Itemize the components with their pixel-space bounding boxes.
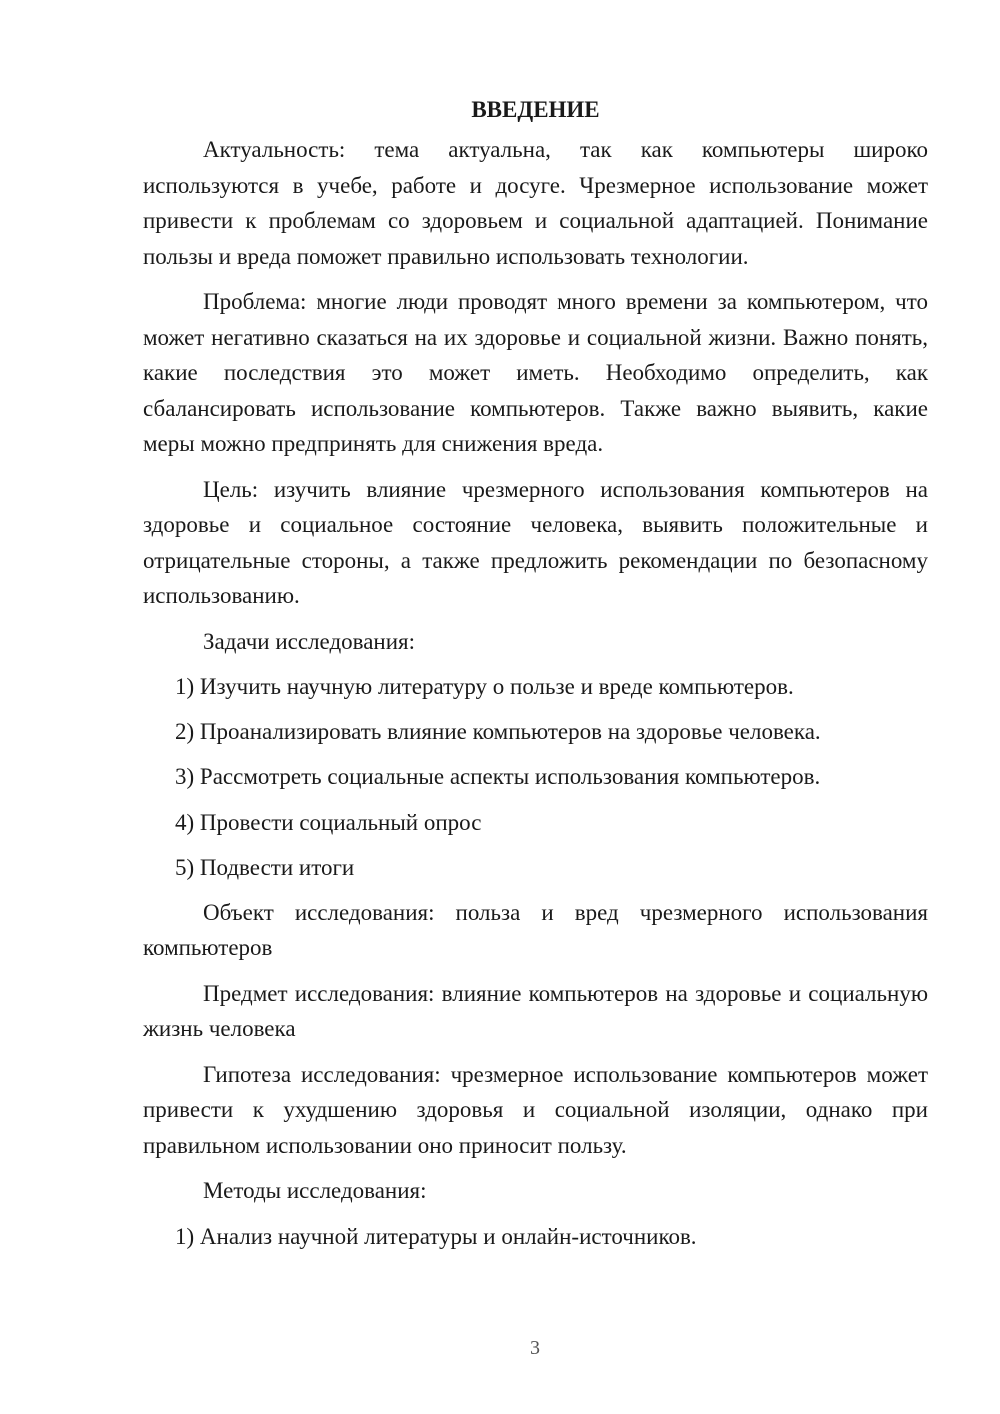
page-number: 3 <box>530 1337 540 1359</box>
page-content <box>143 92 928 1264</box>
methods-list <box>143 1219 928 1255</box>
goal-paragraph: Цель: изучить влияние чрезмерного использования компьютеров на здоровье и социальное состояние человека, выявить положительные и отрицательные стороны, а также предложить рекомендации по безопасному использованию. <box>143 476 928 608</box>
task-item: 1) Изучить научную литературу о пользе и вреде компьютеров. <box>175 674 794 699</box>
task-item: 2) Проанализировать влияние компьютеров на здоровье человека. <box>175 719 821 745</box>
subject-paragraph: Предмет исследования: влияние компьютеров на здоровье и социальную жизнь человека <box>143 980 928 1042</box>
section-heading: ВВЕДЕНИЕ <box>471 97 600 122</box>
tasks-list <box>143 669 928 885</box>
relevance-paragraph: Актуальность: тема актуальна, так как компьютеры широко используются в учебе, работе и досуге. Чрезмерное использование может привести к проблемам со здоровьем и социальной адаптацией. Понимание пользы и вреда поможет правильно использовать технологии. <box>143 137 928 269</box>
tasks-title: Задачи исследования: <box>203 628 416 654</box>
problem-paragraph: Проблема: многие люди проводят много времени за компьютером, что может негативно сказаться на их здоровье и социальной жизни. Важно понять, какие последствия это может иметь. Необходимо определить, как сбалансировать использование компьютеров. Также важно выявить, какие меры можно предпринять для снижения вреда. <box>143 289 928 456</box>
task-item: 5) Подвести итоги <box>175 854 355 880</box>
hypothesis-paragraph: Гипотеза исследования: чрезмерное использование компьютеров может привести к ухудшению здоровья и социальной изоляции, однако при правильном использовании оно приносит пользу. <box>143 1061 928 1158</box>
method-item: 1) Анализ научной литературы и онлайн-источников. <box>175 1223 697 1249</box>
object-paragraph: Объект исследования: польза и вред чрезмерного использования компьютеров <box>143 899 928 961</box>
task-item: 3) Рассмотреть социальные аспекты использования компьютеров. <box>175 764 821 790</box>
methods-title: Методы исследования: <box>203 1178 427 1204</box>
task-item: 4) Провести социальный опрос <box>175 809 482 835</box>
